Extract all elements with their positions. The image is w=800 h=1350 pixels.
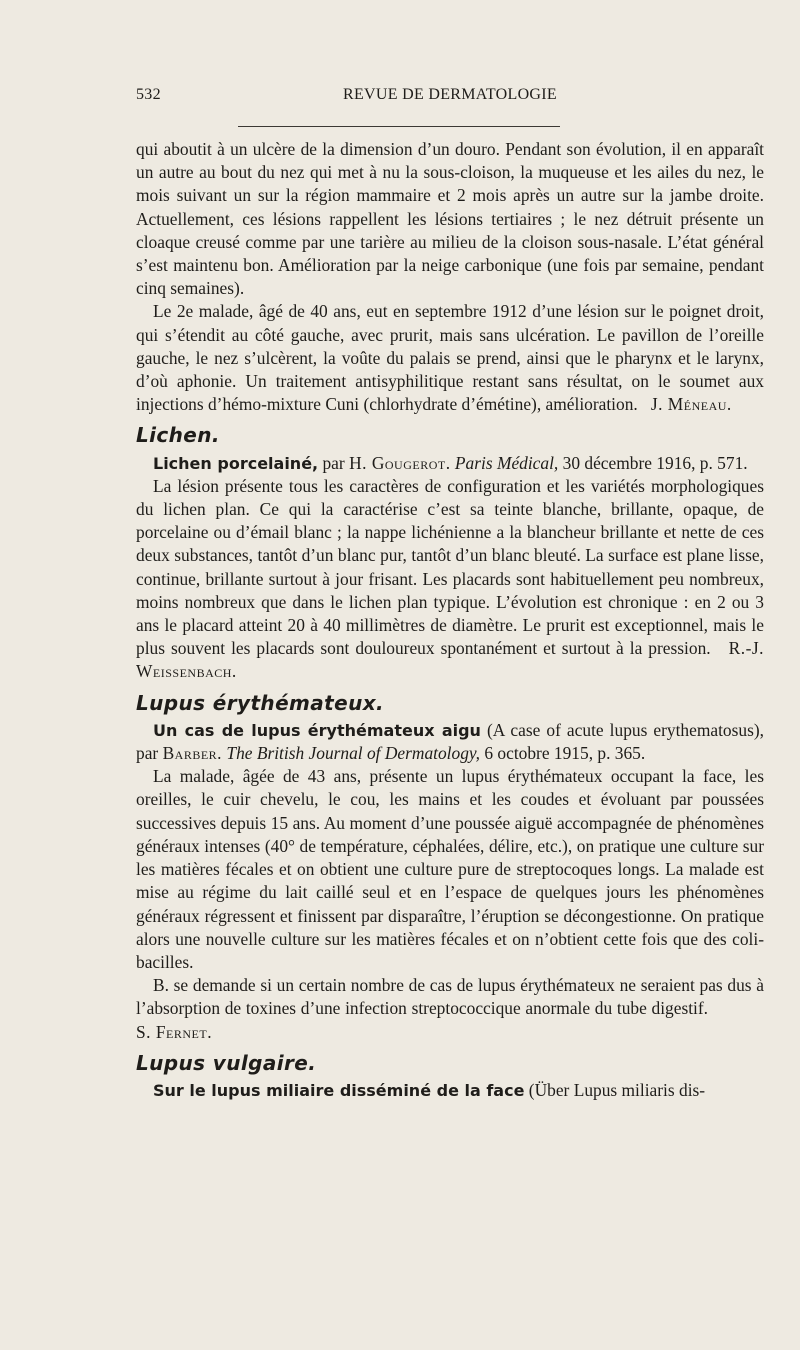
citation-ref: 6 octobre 1915, p. 365. [484,743,646,764]
section-heading-lupus-erythemateux: Lupus érythémateux. [136,690,385,715]
article-title: Lichen porcelainé, [153,453,319,473]
author-signature: R.-J. Weissenbach. [136,638,764,682]
paragraph: qui aboutit à un ulcère de la dimension d’un douro. Pendant son évolution, il en apparaît un autre au bout du nez qui met à nu la sous-cloison, la muqueuse et les ailes du nez, le mois suivant un sur la région mammaire et 2 mois après un autre sur la jambe droite. Actuellement, ces lésions rappellent les lésions tertiaires ; le nez détruit présente un cloaque creusé comme par une tarière au milieu de la cloison sous-nasale. L’état général s’est maintenu bon. Amélioration par la neige carbonique (une fois par semaine, pendant cinq semaines). [136,139,764,299]
page-body [136,138,764,1102]
paragraph [136,475,764,684]
by-word: par [322,452,345,473]
original-title: (Über Lupus miliaris dis- [528,1079,706,1100]
header-rule [238,126,560,127]
reference-line [136,452,764,475]
paragraph [136,974,764,1044]
journal-name: The British Journal of Dermatology, [226,743,481,764]
reference-line [136,719,764,765]
paragraph [136,300,764,416]
paragraph-text: La lésion présente tous les caractères de configuration et les variétés morphologiques du lichen plan. Ce qui la caractérise c’est sa teinte blanche, brillante, opaque, de porcelaine ou d’émail blanc ; la nappe lichénienne a la blancheur brillante et nette de ces deux substances, tantôt d’un blanc pur, tantôt d’un blanc bleuté. La surface est plane lisse, continue, brillante surtout à jour frisant. Les placards sont habituellement peu nombreux, moins nombreux que dans le lichen plan typique. L’évolution est chronique : en 2 ou 3 ans le placard atteint 20 à 40 millimètres de diamètre. Le prurit est exceptionnel, mais le plus souvent les placards sont douloureux spontanément et surtout à la pression. [136,475,764,659]
original-title: (A case of acute lupus erythematosus), par [136,719,764,764]
author-signature: J. Méneau. [650,394,732,415]
section-heading-lupus-vulgaire: Lupus vulgaire. [136,1050,317,1075]
paragraph: La malade, âgée de 43 ans, présente un lupus érythémateux occupant la face, les oreilles, le cuir chevelu, le cou, les mains et les coudes et évoluant par poussées successives depuis 15 ans. Au moment d’une poussée aiguë accompagnée de phénomènes généraux intenses (40° de température, céphalées, délire, etc.), on pratique une culture sur les matières fécales et on obtient une culture pure de streptocoques longs. La malade est mise au régime du lait caillé seul et en l’espace de quelques jours les phénomènes généraux régressent et finissent par disparaître, l’éruption se décongestionne. On pratique alors une nouvelle culture sur les matières fécales et on n’obtient cette fois que des coli-bacilles. [136,766,764,972]
journal-name: Paris Médical, [454,452,559,473]
paragraph-text: B. se demande si un certain nombre de cas de lupus érythémateux ne seraient pas dus à l’absorption de toxines d’une infection streptococcique anormale du tube digestif. [136,975,764,1019]
article-title: Un cas de lupus érythémateux aigu [153,720,481,740]
citation-ref: 30 décembre 1916, p. 571. [562,452,748,473]
section-heading-lichen: Lichen. [136,423,220,448]
article-author: Barber. [162,743,223,764]
journal-title: REVUE DE DERMATOLOGIE [343,86,557,103]
article-author: H. Gougerot. [349,452,451,473]
article-title: Sur le lupus miliaire disséminé de la face [153,1080,525,1100]
paragraph-text: Le 2e malade, âgé de 40 ans, eut en septembre 1912 d’une lésion sur le poignet droit, qui s’étendit au côté gauche, avec prurit, mais sans ulcération. Le pavillon de l’oreille gauche, le nez s’ulcèrent, la voûte du palais se prend, ainsi que le pharynx et le larynx, d’où aphonie. Un traitement antisyphilitique restant sans résultat, on le soumet aux injections d’hémo-mixture Cuni (chlorhydrate d’émétine), amélioration. [136,301,764,415]
author-signature: S. Fernet. [136,1021,213,1042]
page-number: 532 [136,86,161,103]
reference-line [136,1079,764,1102]
